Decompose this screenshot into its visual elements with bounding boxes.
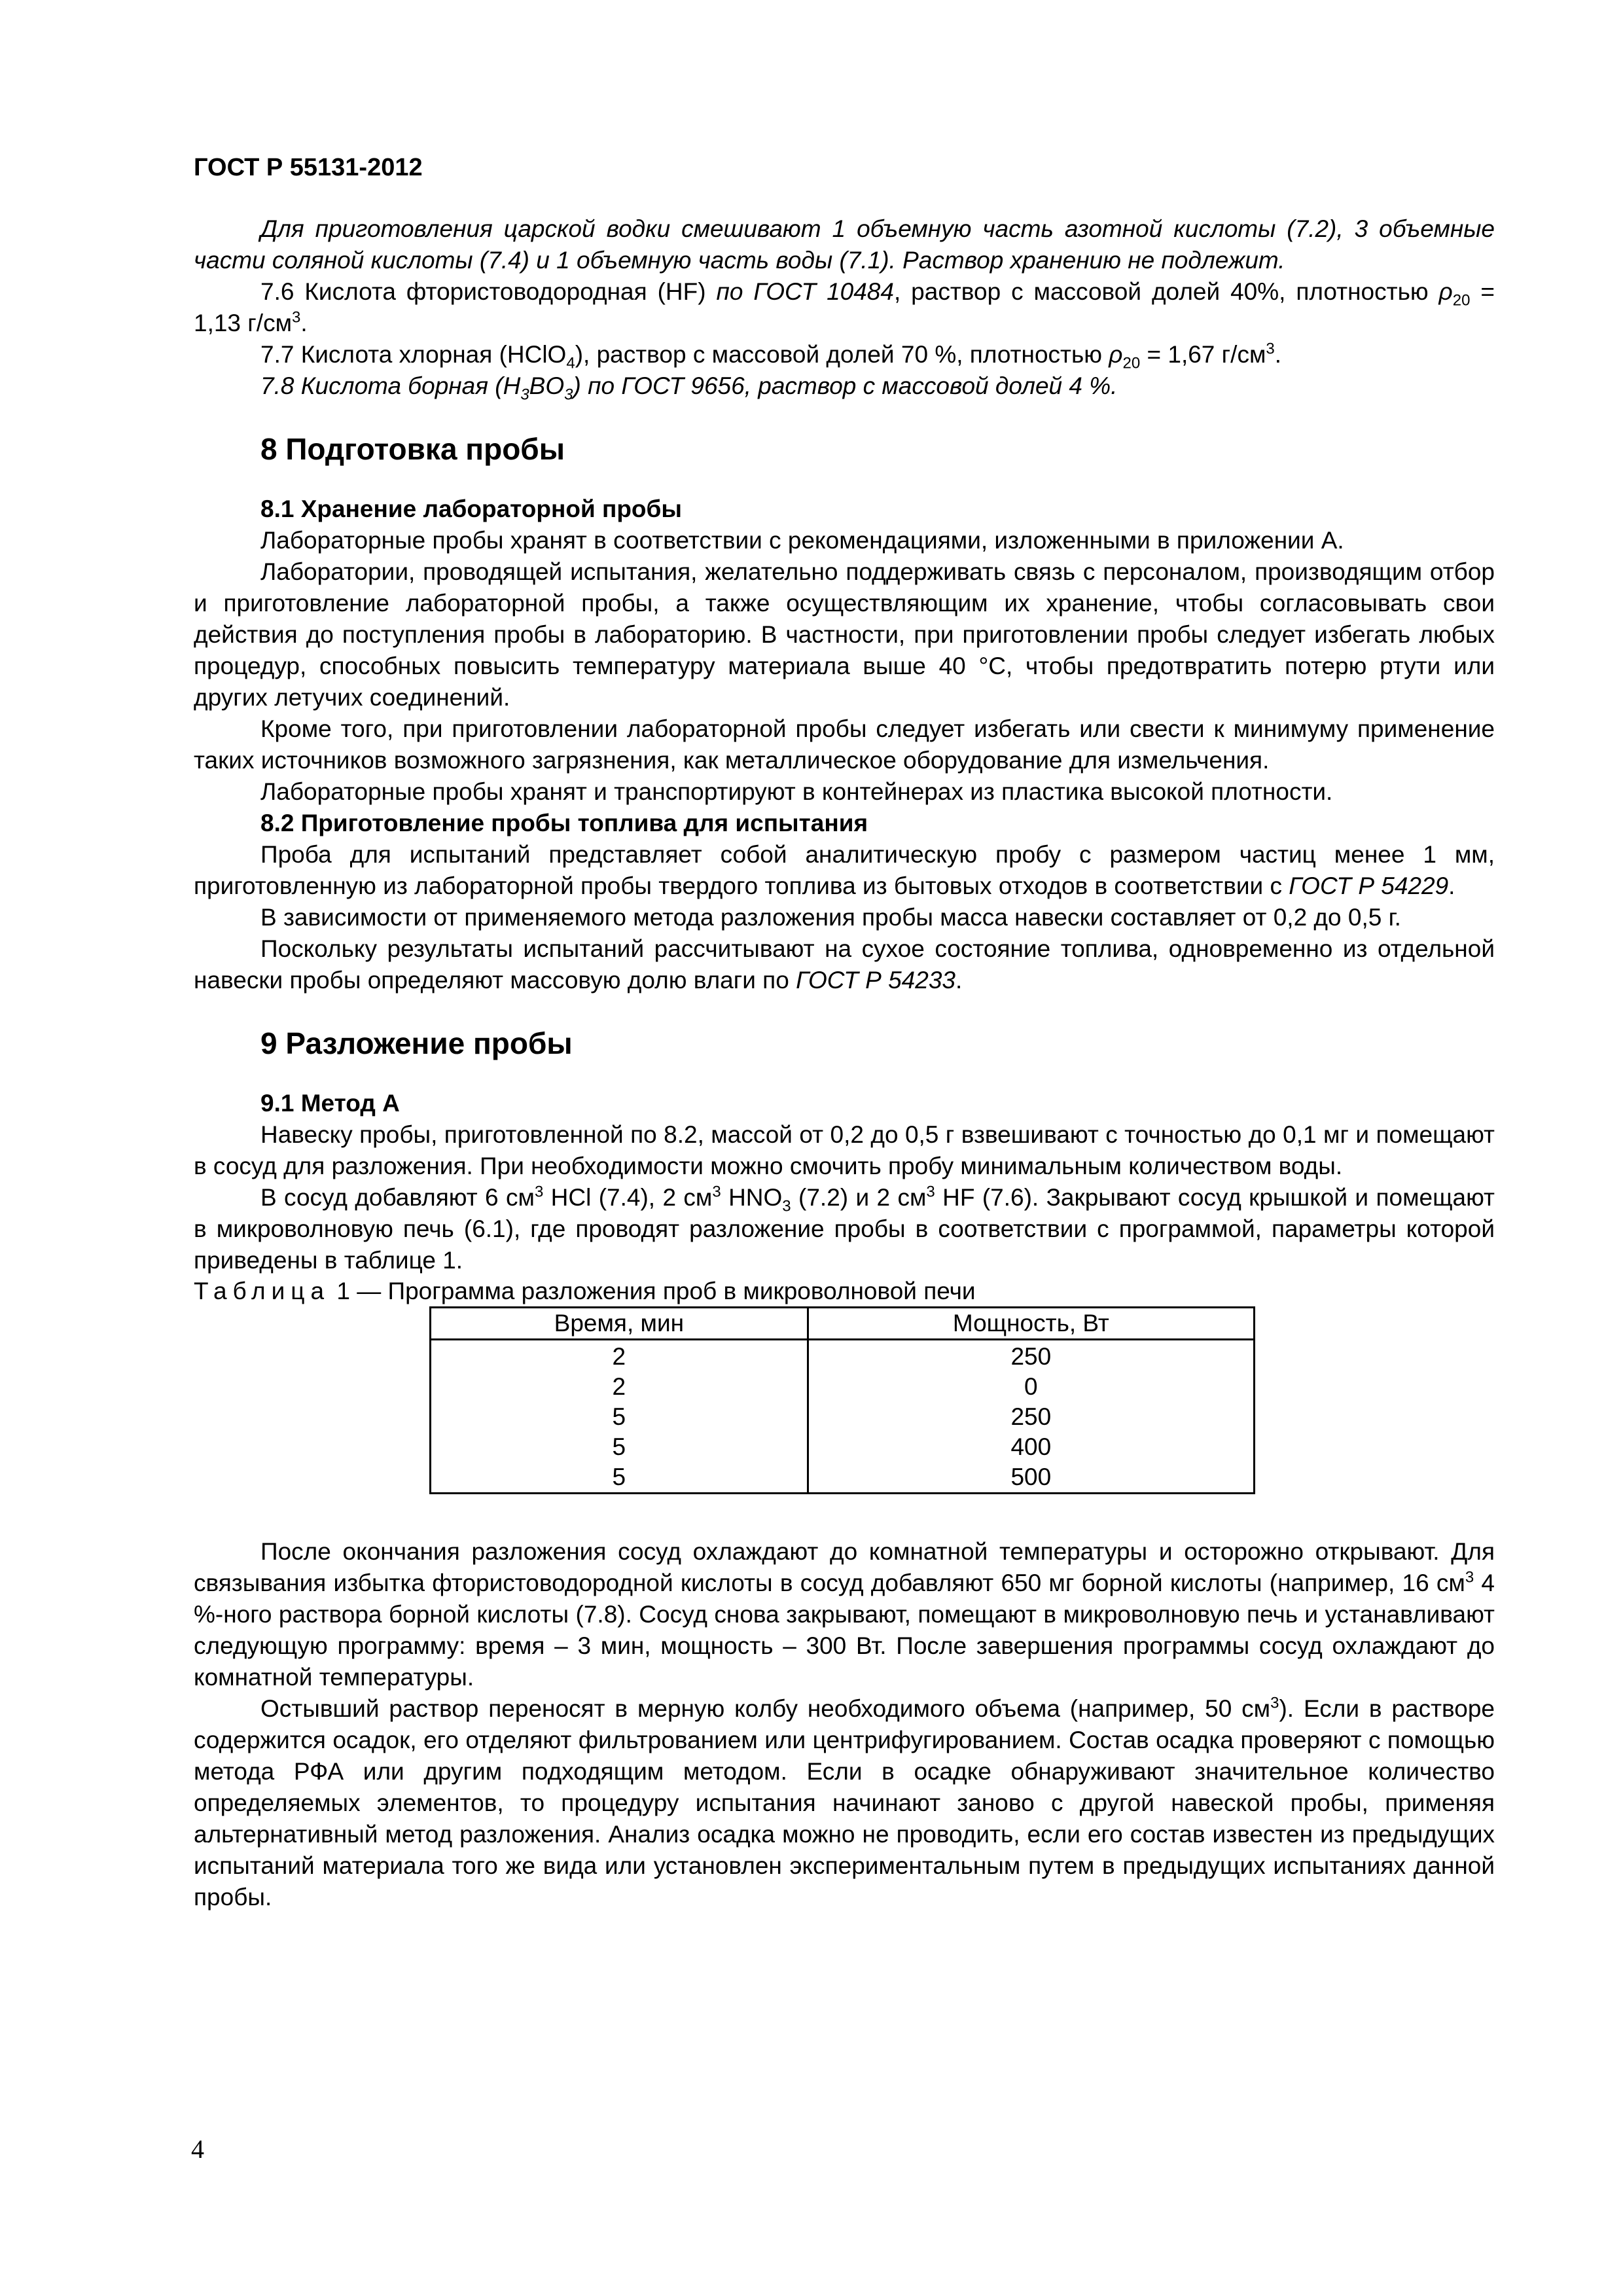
subsection-8-1-title: 8.1 Хранение лабораторной пробы [260, 495, 682, 522]
item-7-7: 7.7 Кислота хлорная (HClO$_4$), раствор с массовой долей 70 %, плотностью $\rho_{20} = 1,67$ $г/см^3$. [260, 340, 1282, 372]
table-cell: 400 [808, 1432, 1254, 1462]
decomposition-program-table [429, 1306, 1255, 1494]
aqua-regia-paragraph: Для приготовления царской водки смешивают 1 объемную часть азотной кислоты (7.2), 3 объемные части соляной кислоты (7.4) и 1 объемную часть воды (7.1). Раствор хранению не подлежит. [194, 215, 1495, 274]
paragraph: После окончания разложения сосуд охлаждают до комнатной температуры и осторожно открывают. Для связывания избытка фтористоводородной кислоты в сосуд добавляют 650 мг борной кислоты (например, 16 $см^3$ 4 %-ного раствора борной кислоты (7.8). Сосуд снова закрывают, помещают в микроволновую печь и устанавливают следующую программу: время – 3 мин, мощность – 300 Вт. После завершения программы сосуд охлаждают до комнатной температуры. [194, 1538, 1495, 1691]
table-row [431, 1372, 1255, 1402]
table-cell: 500 [808, 1462, 1254, 1494]
table-caption: Таблица 1 — Программа разложения проб в микроволновой печи [194, 1278, 976, 1304]
paragraph: Лабораторные пробы хранят в соответствии с рекомендациями, изложенными в приложении А. [260, 527, 1344, 554]
column-header-time: Время, мин [431, 1308, 808, 1340]
section-9-title: 9 Разложение пробы [260, 1026, 573, 1060]
paragraph: В сосуд добавляют 6 $см^3$ HCl (7.4), 2 $см^3$ $HNO_3$ (7.2) и 2 $см^3$ HF (7.6). Закрывают сосуд крышкой и помещают в микроволновую печь (6.1), где проводят разложение пробы в соответствии с программой, параметры которой приведены в таблице 1. [194, 1183, 1495, 1274]
section-8-title: 8 Подготовка пробы [260, 432, 565, 466]
paragraph: Проба для испытаний представляет собой аналитическую пробу с размером частиц менее 1 мм, приготовленную из лабораторной пробы твердого топлива из бытовых отходов в соответствии с ГОСТ Р 54229. [194, 841, 1495, 899]
paragraph: Лабораторные пробы хранят и транспортируют в контейнерах из пластика высокой плотности. [260, 778, 1333, 805]
paragraph: Поскольку результаты испытаний рассчитывают на сухое состояние топлива, одновременно из отдельной навески пробы определяют массовую долю влаги по ГОСТ Р 54233. [194, 935, 1495, 994]
table-cell: 5 [431, 1432, 808, 1462]
item-7-6: 7.6 Кислота фтористоводородная (HF) по ГОСТ 10484, раствор с массовой долей 40%, плотностью $\rho_{20} = 1,13$ $г/см^3$. [194, 278, 1495, 336]
table-cell: 2 [431, 1372, 808, 1402]
table-row [431, 1402, 1255, 1432]
table-cell: 5 [431, 1462, 808, 1494]
document-code: ГОСТ Р 55131-2012 [194, 154, 423, 181]
page-number: 4 [191, 2134, 204, 2164]
table-row [431, 1340, 1255, 1372]
paragraph: Лаборатории, проводящей испытания, желательно поддерживать связь с персоналом, производящим отбор и приготовление лабораторной пробы, а также осуществляющим их хранение, чтобы согласовывать свои действия до поступления пробы в лабораторию. В частности, при приготовлении пробы следует избегать любых процедур, способных повысить температуру материала выше 40 °С, чтобы предотвратить потерю ртути или других летучих соединений. [194, 558, 1495, 711]
page-content [194, 152, 1495, 1913]
column-header-power: Мощность, Вт [808, 1308, 1254, 1340]
table-row [431, 1432, 1255, 1462]
paragraph: Кроме того, при приготовлении лабораторной пробы следует избегать или свести к минимуму применение таких источников возможного загрязнения, как металлическое оборудование для измельчения. [194, 715, 1495, 774]
paragraph: В зависимости от применяемого метода разложения пробы масса навески составляет от 0,2 до 0,5 г. [260, 904, 1401, 931]
table-cell: 250 [808, 1402, 1254, 1432]
item-7-8: 7.8 Кислота борная $(H_3BO_3)$ по ГОСТ 9656, раствор с массовой долей 4 %. [260, 372, 1118, 404]
table-cell: 2 [431, 1340, 808, 1372]
table-cell: 250 [808, 1340, 1254, 1372]
table-cell: 5 [431, 1402, 808, 1432]
paragraph: Остывший раствор переносят в мерную колбу необходимого объема (например, 50 $см^3$). Если в растворе содержится осадок, его отделяют фильтрованием или центрифугированием. Состав осадка проверяют с помощью метода РФА или другим подходящим методом. Если в осадке обнаруживают значительное количество определяемых элементов, то процедуру испытания начинают заново с другой навеской пробы, применяя альтернативный метод разложения. Анализ осадка можно не проводить, если его состав известен из предыдущих испытаний материала того же вида или установлен экспериментальным путем в предыдущих испытаниях данной пробы. [194, 1694, 1495, 1910]
table-row [431, 1462, 1255, 1494]
paragraph: Навеску пробы, приготовленной по 8.2, массой от 0,2 до 0,5 г взвешивают с точностью до 0,1 мг и помещают в сосуд для разложения. При необходимости можно смочить пробу минимальным количеством воды. [194, 1121, 1495, 1179]
subsection-9-1-title: 9.1 Метод А [260, 1090, 400, 1117]
table-cell: 0 [808, 1372, 1254, 1402]
table-header-row [431, 1308, 1255, 1340]
subsection-8-2-title: 8.2 Приготовление пробы топлива для испытания [260, 810, 868, 836]
